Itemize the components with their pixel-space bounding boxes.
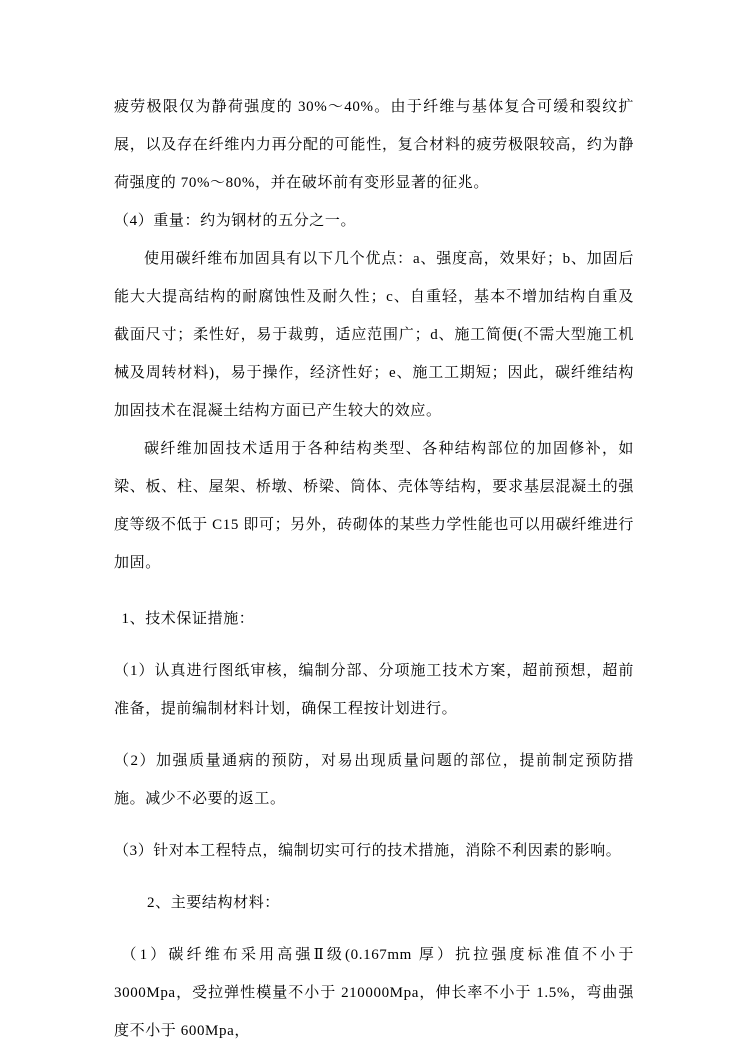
paragraph: （1）碳纤维布采用高强Ⅱ级(0.167mm 厚）抗拉强度标准值不小于 3000Mpa，受拉弹性模量不小于 210000Mpa，伸长率不小于 1.5%，弯曲强度不小于 600Mpa， [114, 947, 634, 1039]
paragraph: （1）认真进行图纸审核，编制分部、分项施工技术方案，超前预想，超前准备，提前编制材料计划，确保工程按计划进行。 [114, 663, 634, 717]
paragraph: （3）针对本工程特点，编制切实可行的技术措施，消除不利因素的影响。 [114, 843, 622, 859]
section-heading: 1、技术保证措施： [121, 611, 255, 627]
paragraph: 疲劳极限仅为静荷强度的 30%～40%。由于纤维与基体复合可缓和裂纹扩展，以及存在纤维内力再分配的可能性，复合材料的疲劳极限较高，约为静荷强度的 70%～80%，并在破坏前有变形显著的征兆。 [114, 99, 634, 191]
paragraph: （4）重量：约为钢材的五分之一。 [114, 213, 357, 229]
paragraph: 使用碳纤维布加固具有以下几个优点：a、强度高，效果好；b、加固后能大大提高结构的耐腐蚀性及耐久性；c、自重轻，基本不增加结构自重及截面尺寸；柔性好，易于裁剪，适应范围广；d、施工简便(不需大型施工机械及周转材料)，易于操作，经济性好；e、施工工期短；因此，碳纤维结构加固技术在混凝土结构方面已产生较大的效应。 [114, 251, 634, 419]
document-content [114, 88, 634, 1050]
section-heading: 2、主要结构材料： [147, 895, 280, 911]
paragraph: 碳纤维加固技术适用于各种结构类型、各种结构部位的加固修补，如梁、板、柱、屋架、桥墩、桥梁、筒体、壳体等结构，要求基层混凝土的强度等级不低于 C15 即可；另外，砖砌体的某些力学性能也可以用碳纤维进行加固。 [114, 441, 634, 571]
paragraph: （2）加强质量通病的预防，对易出现质量问题的部位，提前制定预防措施。减少不必要的返工。 [114, 753, 634, 807]
